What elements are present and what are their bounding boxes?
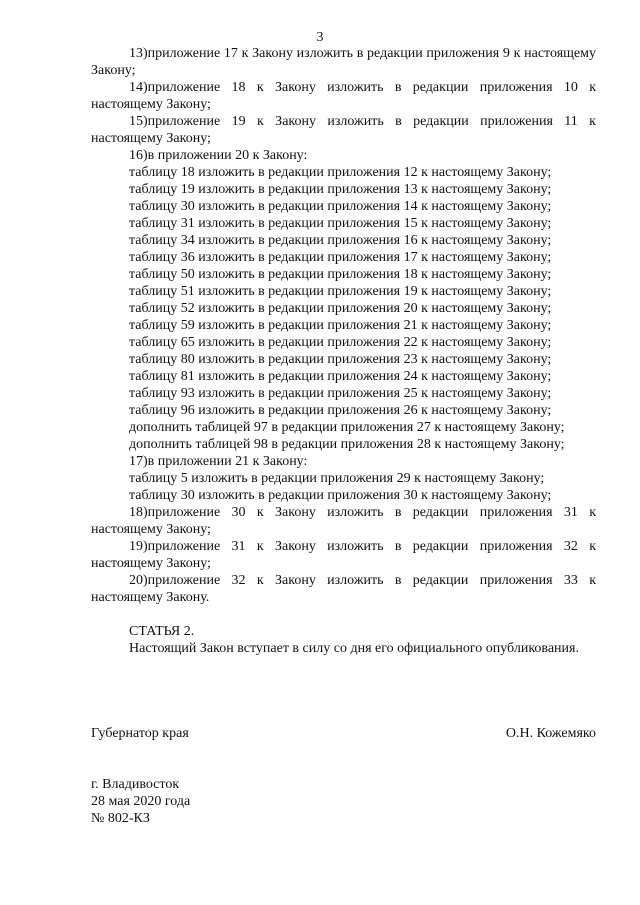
list-item: 14)приложение 18 к Закону изложить в редакции приложения 10 к настоящему Закону; bbox=[91, 80, 596, 112]
law-number: № 802-КЗ bbox=[91, 811, 150, 826]
list-item: таблицу 52 изложить в редакции приложения 20 к настоящему Закону; bbox=[129, 301, 552, 316]
list-item: 18)приложение 30 к Закону изложить в редакции приложения 31 к настоящему Закону; bbox=[91, 505, 596, 537]
list-item: 19)приложение 31 к Закону изложить в редакции приложения 32 к настоящему Закону; bbox=[91, 539, 596, 571]
article-heading: СТАТЬЯ 2. bbox=[129, 624, 195, 639]
list-item: 15)приложение 19 к Закону изложить в редакции приложения 11 к настоящему Закону; bbox=[91, 114, 596, 146]
list-item: таблицу 5 изложить в редакции приложения 29 к настоящему Закону; bbox=[129, 471, 545, 486]
list-item: таблицу 59 изложить в редакции приложения 21 к настоящему Закону; bbox=[129, 318, 552, 333]
list-item: таблицу 36 изложить в редакции приложения 17 к настоящему Закону; bbox=[129, 250, 552, 265]
amendment-list bbox=[91, 45, 596, 606]
list-item: таблицу 18 изложить в редакции приложения 12 к настоящему Закону; bbox=[129, 165, 552, 180]
document-body bbox=[91, 45, 596, 827]
list-item: таблицу 51 изложить в редакции приложения 19 к настоящему Закону; bbox=[129, 284, 552, 299]
list-item: таблицу 80 изложить в редакции приложения 23 к настоящему Закону; bbox=[129, 352, 552, 367]
article-text: Настоящий Закон вступает в силу со дня его официального опубликования. bbox=[129, 641, 579, 656]
list-item: дополнить таблицей 97 в редакции приложения 27 к настоящему Закону; bbox=[129, 420, 565, 435]
list-item: 16)в приложении 20 к Закону: bbox=[129, 148, 308, 163]
list-item: таблицу 65 изложить в редакции приложения 22 к настоящему Закону; bbox=[129, 335, 552, 350]
list-item: таблицу 19 изложить в редакции приложения 13 к настоящему Закону; bbox=[129, 182, 552, 197]
list-item: таблицу 50 изложить в редакции приложения 18 к настоящему Закону; bbox=[129, 267, 552, 282]
signing-city: г. Владивосток bbox=[91, 777, 180, 792]
list-item: дополнить таблицей 98 в редакции приложения 28 к настоящему Закону; bbox=[129, 437, 565, 452]
signature-block bbox=[91, 725, 596, 742]
list-item: таблицу 31 изложить в редакции приложения 15 к настоящему Закону; bbox=[129, 216, 552, 231]
list-item: таблицу 93 изложить в редакции приложения 25 к настоящему Закону; bbox=[129, 386, 552, 401]
list-item: 20)приложение 32 к Закону изложить в редакции приложения 33 к настоящему Закону. bbox=[91, 573, 596, 605]
list-item: таблицу 34 изложить в редакции приложения 16 к настоящему Закону; bbox=[129, 233, 552, 248]
list-item: таблицу 30 изложить в редакции приложения 30 к настоящему Закону; bbox=[129, 488, 552, 503]
page-number: 3 bbox=[316, 30, 324, 45]
list-item: таблицу 30 изложить в редакции приложения 14 к настоящему Закону; bbox=[129, 199, 552, 214]
list-item: 13)приложение 17 к Закону изложить в редакции приложения 9 к настоящему Закону; bbox=[91, 46, 596, 78]
signing-date: 28 мая 2020 года bbox=[91, 794, 191, 809]
list-item: таблицу 81 изложить в редакции приложения 24 к настоящему Закону; bbox=[129, 369, 552, 384]
list-item: таблицу 96 изложить в редакции приложения 26 к настоящему Закону; bbox=[129, 403, 552, 418]
signatory-position: Губернатор края bbox=[91, 726, 189, 741]
signatory-name: О.Н. Кожемяко bbox=[505, 726, 596, 741]
list-item: 17)в приложении 21 к Закону: bbox=[129, 454, 308, 469]
